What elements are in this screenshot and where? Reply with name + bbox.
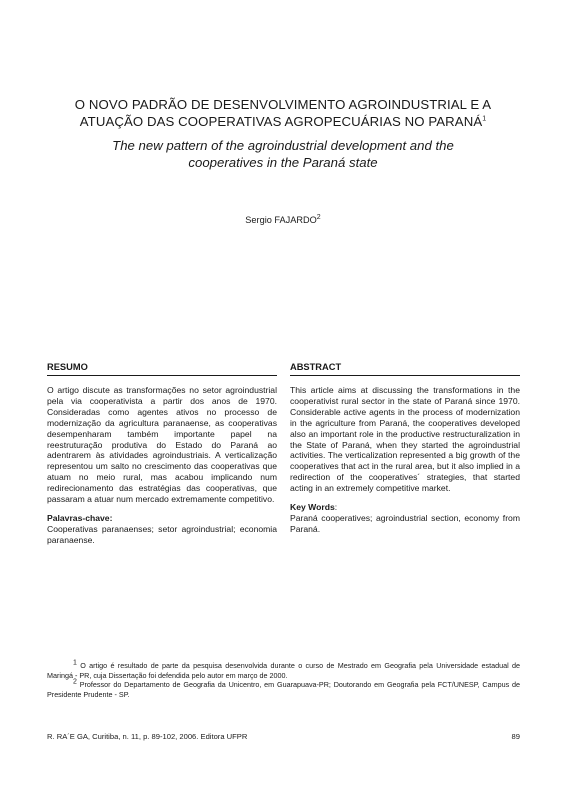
footnote-2 [47,680,520,699]
key-words-colon: : [334,502,338,513]
author-line [40,214,526,226]
key-words-label [290,502,520,513]
subtitle-line-1: The new pattern of the agroindustrial development and the [112,138,454,153]
palavras-chave-text: Cooperativas paranaenses; setor agroindustrial; economia paranaense. [47,523,277,545]
palavras-chave-label: Palavras-chave: [47,512,113,523]
page-number: 89 [511,732,520,741]
journal-citation: R. RA´E GA, Curitiba, n. 11, p. 89-102, 2006. Editora UFPR [47,732,248,741]
footnote-1-text: O artigo é resultado de parte da pesquisa desenvolvida durante o curso de Mestrado em Geografia pela Universidade estadual de Maringá - PR, cuja Dissertação foi defendida pelo autor em março de 2000. [47,661,520,680]
key-words-label-text: Key Words [290,502,335,513]
author-footnote-mark: 2 [316,213,321,221]
title-line-1: O NOVO PADRÃO DE DESENVOLVIMENTO AGROINDUSTRIAL E A [74,97,492,112]
author-name: Sergio FAJARDO [245,215,317,225]
article-title [40,96,526,130]
abstract-heading: ABSTRACT [290,361,520,376]
resumo-section [47,361,277,546]
footnote-2-mark: 2 [73,678,77,686]
title-footnote-mark: 1 [482,115,487,123]
key-words-text: Paraná cooperatives; agroindustrial section, economy from Paraná. [290,512,520,534]
abstract-section [290,361,520,535]
footnotes [47,661,520,699]
resumo-text: O artigo discute as transformações no setor agroindustrial pela via cooperativista a partir dos anos de 1970. Consideradas como agentes ativos no processo de modernização da agricultura paranaense, as cooperativas desempenharam também importante papel na reestruturação produtiva do Estado do Paraná ao adentrarem às atividades agroindustriais. A verticalização representou um salto no crescimento das cooperativas que atuam no meio rural, mas acabou implicando num redirecionamento das estratégias das cooperativas, que passaram a atuar num mercado extremamente competitivo. [47,385,277,505]
abstract-text: This article aims at discussing the transformations in the cooperativist rural sector in the state of Paraná since 1970. Considerable active agents in the process of modernization in the agriculture from Paraná, the cooperatives developed also an important role in the productive restructuralization in the State of Paraná, when they started the agroindustrial activities. The verticalization represented a big growth of the cooperatives that act in the rural area, but it also implied in a redirection of the cooperatives´ strategies, that started acting in an extremely competitive market. [290,385,520,494]
resumo-heading: RESUMO [47,361,277,376]
footnote-1 [47,661,520,680]
footnote-1-mark: 1 [73,659,77,667]
footnote-2-text: Professor do Departamento de Geografia da Unicentro, em Guarapuava-PR; Doutorando em Geografia pela FCT/UNESP, Campus de Presidente Prudente - SP. [47,680,520,699]
subtitle-line-2: cooperatives in the Paraná state [188,155,378,170]
article-subtitle-english [40,137,526,171]
title-line-2-text: ATUAÇÃO DAS COOPERATIVAS AGROPECUÁRIAS NO PARANÁ [79,114,483,129]
title-line-2 [40,113,526,130]
